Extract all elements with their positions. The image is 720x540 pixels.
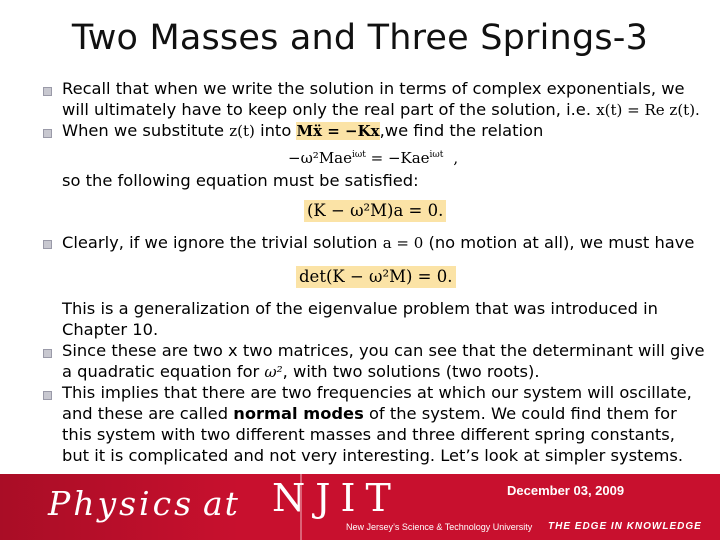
relation-end: , — [453, 149, 459, 167]
slide-title: Two Masses and Three Springs-3 — [71, 18, 649, 58]
bullet-2-text-a: When we substitute — [62, 121, 225, 140]
footer-date: December 03, 2009 — [507, 483, 625, 498]
footer-at-text: at — [203, 484, 240, 523]
bullet-4-text-b: , with two solutions (two roots). — [282, 362, 540, 381]
paragraph-line-1: This is a generalization of the eigenvalue problem that was introduced in — [62, 299, 658, 318]
bullet-2-line — [62, 120, 543, 142]
normal-modes-term: normal modes — [233, 404, 364, 423]
bullet-5-text-a: and these are called — [62, 404, 229, 423]
bullet-4-line-1: Since these are two x two matrices, you can see that the determinant will give — [62, 341, 705, 360]
paragraph-line-2: Chapter 10. — [62, 320, 159, 339]
bullet-5-line-1: This implies that there are two frequencies at which our system will oscillate, — [62, 383, 692, 402]
bullet-marker — [43, 129, 52, 138]
bullet-5-line-2 — [62, 403, 677, 424]
bullet-5-line-3: this system with two different masses and three different spring constants, — [62, 425, 675, 444]
footer-banner — [0, 474, 720, 540]
footer-physics-text: Physics — [48, 484, 195, 523]
so-line: so the following equation must be satisfied: — [62, 171, 419, 190]
bullet-marker — [43, 87, 52, 96]
bullet-5-text-b: of the system. We could find them for — [368, 404, 677, 423]
njit-logo: NJIT — [272, 476, 401, 520]
z-of-t: z(t) — [229, 122, 255, 140]
determinant-equation: det(K − ω²M) = 0. — [296, 266, 456, 288]
bullet-1-line-2 — [62, 99, 700, 121]
footer-tagline: THE EDGE IN KNOWLEDGE — [548, 521, 702, 532]
relation-lhs: −ω²Mae — [288, 149, 352, 167]
relation-mid: = −Kae — [365, 149, 430, 167]
bullet-4-text-a: a quadratic equation for — [62, 362, 260, 381]
bullet-5-line-4: but it is complicated and not very interesting. Let’s look at simpler systems. — [62, 446, 683, 465]
characteristic-equation: (K − ω²M)a = 0. — [304, 200, 446, 222]
bullet-2-text-b: ,we find the relation — [379, 121, 544, 140]
bullet-3-text: Clearly, if we ignore the trivial solution — [62, 233, 378, 252]
trivial-solution: a = 0 — [382, 234, 424, 252]
bullet-1-line-1: Recall that when we write the solution in terms of complex exponentials, we — [62, 79, 685, 98]
footer-university: New Jersey’s Science & Technology University — [346, 522, 533, 532]
bullet-3-text-2: (no motion at all), we must have — [428, 233, 695, 252]
equation-of-motion: Mẍ = −Kx — [296, 122, 380, 140]
relation-exp-2: iωt — [429, 150, 444, 160]
bullet-marker — [43, 349, 52, 358]
bullet-1-line-2-text: will ultimately have to keep only the real part of the solution, i.e. — [62, 100, 591, 119]
bullet-2-into: into — [260, 121, 292, 140]
bullet-4-line-2 — [62, 361, 540, 383]
real-part-equation: x(t) = Re z(t). — [596, 101, 700, 119]
bullet-marker — [43, 391, 52, 400]
relation-equation — [288, 149, 458, 167]
bullet-marker — [43, 240, 52, 249]
relation-exp-1: iωt — [352, 150, 366, 160]
bullet-3-line — [62, 232, 694, 254]
omega-squared: ω² — [264, 363, 283, 381]
